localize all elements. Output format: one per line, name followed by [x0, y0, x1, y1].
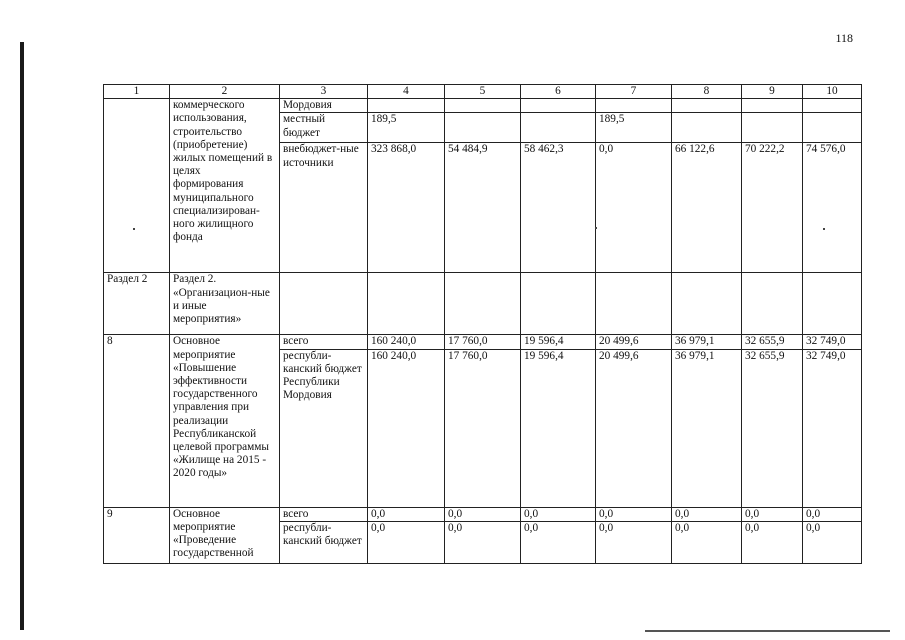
- value-cell: 323 868,0: [368, 143, 445, 273]
- page-number: 118: [835, 31, 853, 45]
- row-number-cell: 9: [104, 507, 170, 563]
- funding-source-cell: Мордовия: [280, 99, 368, 113]
- row-number-cell: 8: [104, 335, 170, 507]
- scan-speck: [595, 227, 597, 229]
- header-cell: 3: [280, 85, 368, 99]
- value-cell: 32 749,0: [803, 335, 862, 349]
- value-cell: [445, 113, 521, 143]
- header-cell: 10: [803, 85, 862, 99]
- empty-cell: [368, 273, 445, 335]
- value-cell: 17 760,0: [445, 349, 521, 507]
- value-cell: 54 484,9: [445, 143, 521, 273]
- value-cell: [521, 99, 596, 113]
- value-cell: 0,0: [672, 507, 742, 521]
- value-cell: 0,0: [521, 507, 596, 521]
- value-cell: 36 979,1: [672, 335, 742, 349]
- funding-source-cell: местный бюджет: [280, 113, 368, 143]
- value-cell: 0,0: [742, 521, 803, 563]
- value-cell: 0,0: [803, 507, 862, 521]
- value-cell: [742, 113, 803, 143]
- funding-source-cell: внебюджет-ные источники: [280, 143, 368, 273]
- funding-source-cell: всего: [280, 507, 368, 521]
- header-cell: 8: [672, 85, 742, 99]
- value-cell: 0,0: [672, 521, 742, 563]
- value-cell: 0,0: [521, 521, 596, 563]
- table-row: [104, 507, 862, 521]
- activity-name: коммерческого использования, строительство (приобретение) жилых помещений в целях формирования муниципального специализирован-ного жилищного фонда: [173, 99, 273, 244]
- value-cell: [368, 99, 445, 113]
- header-row: [104, 85, 862, 99]
- value-cell: 20 499,6: [596, 335, 672, 349]
- value-cell: 32 749,0: [803, 349, 862, 507]
- empty-cell: [672, 273, 742, 335]
- budget-table: [103, 84, 862, 564]
- value-cell: [521, 113, 596, 143]
- section-name-cell: [170, 273, 280, 335]
- value-cell: 36 979,1: [672, 349, 742, 507]
- value-cell: 189,5: [368, 113, 445, 143]
- value-cell: 70 222,2: [742, 143, 803, 273]
- scan-edge-mark: [20, 42, 24, 630]
- scan-speck: [823, 228, 825, 230]
- scan-bottom-line: [645, 630, 890, 632]
- section-number-cell: Раздел 2: [104, 273, 170, 335]
- header-cell: 4: [368, 85, 445, 99]
- value-cell: 74 576,0: [803, 143, 862, 273]
- value-cell: 17 760,0: [445, 335, 521, 349]
- value-cell: [803, 113, 862, 143]
- value-cell: 0,0: [803, 521, 862, 563]
- value-cell: 66 122,6: [672, 143, 742, 273]
- value-cell: 58 462,3: [521, 143, 596, 273]
- activity-name-cell: [170, 507, 280, 563]
- funding-source-cell: [280, 521, 368, 563]
- value-cell: 19 596,4: [521, 335, 596, 349]
- header-cell: 1: [104, 85, 170, 99]
- value-cell: [596, 99, 672, 113]
- scan-speck: [133, 228, 135, 230]
- value-cell: 32 655,9: [742, 335, 803, 349]
- section-name: Раздел 2. «Организацион-ные и иные мероприятия»: [173, 273, 270, 326]
- header-cell: 7: [596, 85, 672, 99]
- value-cell: 32 655,9: [742, 349, 803, 507]
- value-cell: [672, 113, 742, 143]
- value-cell: [445, 99, 521, 113]
- table-row: [104, 335, 862, 349]
- empty-cell: [742, 273, 803, 335]
- empty-cell: [280, 273, 368, 335]
- value-cell: [742, 99, 803, 113]
- header-cell: 6: [521, 85, 596, 99]
- value-cell: 0,0: [596, 143, 672, 273]
- activity-name-cell: [170, 99, 280, 273]
- empty-cell: [803, 273, 862, 335]
- value-cell: 0,0: [368, 507, 445, 521]
- value-cell: [672, 99, 742, 113]
- value-cell: 0,0: [445, 507, 521, 521]
- activity-name: Основное мероприятие «Повышение эффективности государственного управления при реализации Республиканской целевой программы «Жилище на 2015 - 2020 годы»: [173, 335, 270, 480]
- value-cell: 0,0: [368, 521, 445, 563]
- value-cell: 0,0: [596, 521, 672, 563]
- activity-name: Основное мероприятие «Проведение государственной: [173, 507, 254, 560]
- header-cell: 9: [742, 85, 803, 99]
- value-cell: [803, 99, 862, 113]
- value-cell: 160 240,0: [368, 349, 445, 507]
- funding-source: республи-канский бюджет Республики Мордовия: [283, 349, 362, 402]
- value-cell: 189,5: [596, 113, 672, 143]
- value-cell: 0,0: [596, 507, 672, 521]
- header-cell: 5: [445, 85, 521, 99]
- header-cell: 2: [170, 85, 280, 99]
- value-cell: 160 240,0: [368, 335, 445, 349]
- table-row: [104, 99, 862, 113]
- empty-cell: [445, 273, 521, 335]
- funding-source-cell: [280, 349, 368, 507]
- activity-name-cell: [170, 335, 280, 507]
- value-cell: 19 596,4: [521, 349, 596, 507]
- funding-source: республи-канский бюджет: [283, 521, 362, 548]
- value-cell: 0,0: [445, 521, 521, 563]
- empty-cell: [521, 273, 596, 335]
- value-cell: 20 499,6: [596, 349, 672, 507]
- empty-cell: [596, 273, 672, 335]
- funding-source-cell: всего: [280, 335, 368, 349]
- row-number-cell: [104, 99, 170, 273]
- value-cell: 0,0: [742, 507, 803, 521]
- section-row: [104, 273, 862, 335]
